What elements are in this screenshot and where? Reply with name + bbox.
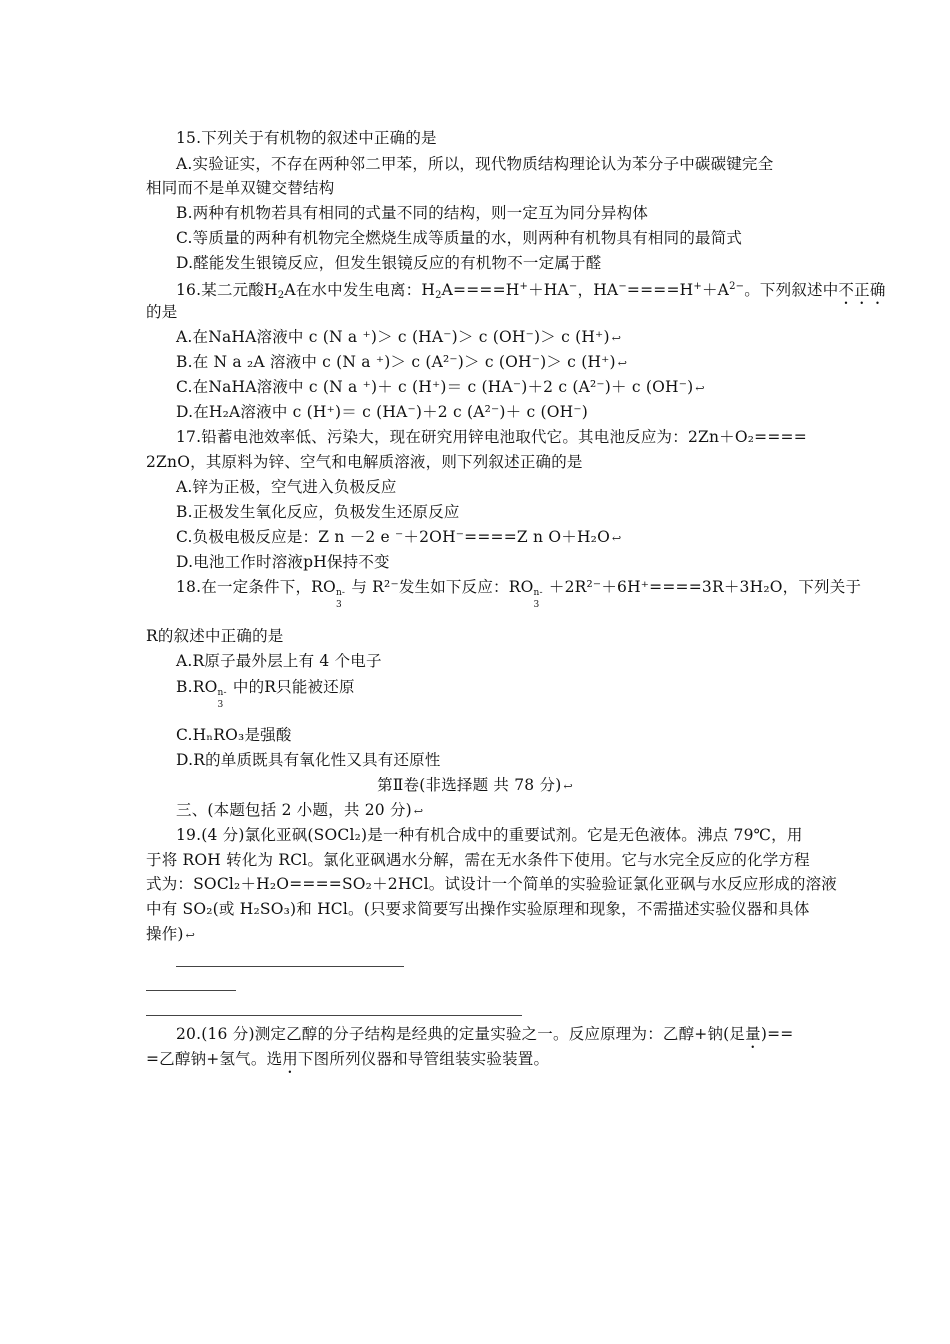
q18-ion-3: B.RO n- 3 — [176, 678, 227, 710]
q20-line2: =乙醇钠+氢气。选用下图所列仪器和导管组装实验装置。 — [146, 1050, 550, 1068]
return-mark-icon: ↩ — [695, 382, 705, 395]
q15-option-a-line2: 相同而不是单双键交替结构 — [146, 179, 335, 197]
q19-line5: 操作) ↩ — [146, 924, 195, 946]
q18-option-d: D.R的单质既具有氧化性又具有还原性 — [176, 751, 441, 769]
q15-option-c: C.等质量的两种有机物完全燃烧生成等质量的水，则两种有机物具有相同的最简式 — [176, 229, 743, 247]
part-three-heading: 三、(本题包括 2 小题，共 20 分) ↩ — [176, 800, 423, 822]
q16-emphasis: 不正确 — [838, 281, 886, 299]
return-mark-icon: ↩ — [611, 332, 622, 345]
section-title: 第Ⅱ卷(非选择题 共 78 分) ↩ — [0, 775, 950, 797]
q17-stem-line2: 2ZnO，其原料为锌、空气和电解质溶液，则下列叙述正确的是 — [146, 453, 583, 471]
q19-line1: 19.(4 分)氯化亚砜(SOCl₂)是一种有机合成中的重要试剂。它是无色液体。沸点 79℃，用 — [176, 826, 803, 844]
q16-stem-line2: 的是 — [146, 303, 178, 321]
return-mark-icon: ↩ — [611, 532, 622, 545]
q19-line2: 于将 ROH 转化为 RCl。氯化亚砜遇水分解，需在无水条件下使用。它与水完全反应的化学方程 — [146, 851, 810, 869]
q15-stem: 15.下列关于有机物的叙述中正确的是 — [176, 129, 437, 147]
q18-option-b: B.RO n- 3 中的R只能被还原 — [176, 678, 355, 710]
q18-ion-2: 与 R²⁻发生如下反应：RO n- 3 — [351, 578, 543, 610]
q16-option-c: C.在NaHA溶液中 c (N a ⁺)＋ c (H⁺)＝ c (HA⁻)＋2 c (A²⁻)＋ c (OH⁻) ↩ — [176, 377, 705, 399]
return-mark-icon: ↩ — [617, 357, 628, 370]
answer-blank-line-2[interactable] — [146, 990, 236, 991]
q19-line4: 中有 SO₂(或 H₂SO₃)和 HCl。(只要求简要写出操作实验原理和现象，不需描述实验仪器和具体 — [146, 900, 810, 918]
q18-option-c: C.HₙRO₃是强酸 — [176, 726, 292, 744]
return-mark-icon: ↩ — [185, 929, 196, 942]
q17-option-b: B.正极发生氧化反应，负极发生还原反应 — [176, 503, 460, 521]
q15-option-b: B.两种有机物若具有相同的式量不同的结构，则一定互为同分异构体 — [176, 204, 649, 222]
return-mark-icon: ↩ — [413, 805, 424, 818]
q17-option-a: A.锌为正极，空气进入负极反应 — [176, 478, 397, 496]
q17-option-d: D.电池工作时溶液pH保持不变 — [176, 553, 390, 571]
q16-option-a: A.在NaHA溶液中 c (N a ⁺)＞ c (HA⁻)＞ c (OH⁻)＞ c (H⁺) ↩ — [176, 327, 621, 349]
q17-stem-line1: 17.铅蓄电池效率低、污染大，现在研究用锌电池取代它。其电池反应为：2Zn＋O₂==== — [176, 428, 807, 446]
q17-option-c: C.负极电极反应是：Z n －2 e ⁻＋2OH⁻====Z n O＋H₂O ↩ — [176, 527, 621, 549]
q19-line3: 式为：SOCl₂＋H₂O====SO₂＋2HCl。试设计一个简单的实验验证氯化亚砜与水反应形成的溶液 — [146, 875, 837, 893]
answer-blank-line-3[interactable] — [146, 1015, 522, 1016]
q18-stem-line2: R的叙述中正确的是 — [146, 627, 284, 645]
answer-blank-line-1[interactable] — [176, 966, 404, 967]
q15-option-d: D.醛能发生银镜反应，但发生银镜反应的有机物不一定属于醛 — [176, 254, 602, 272]
q16-option-d: D.在H₂A溶液中 c (H⁺)＝ c (HA⁻)＋2 c (A²⁻)＋ c (OH⁻) — [176, 403, 588, 421]
q20-line1: 20.(16 分)测定乙醇的分子结构是经典的定量实验之一。反应原理为：乙醇+钠(足量)== — [176, 1025, 794, 1043]
q16-stem-line1: 16.某二元酸$H_2A$在水中发生电离：$H_2A====H^++HA^-$，$HA^-====H^++A^{2-}$。下列叙述中不正确 — [176, 281, 886, 301]
q18-ion-1: 18.在一定条件下，RO n- 3 — [176, 578, 346, 610]
return-mark-icon: ↩ — [563, 780, 573, 793]
q15-option-a-line1: A.实验证实，不存在两种邻二甲苯，所以，现代物质结构理论认为苯分子中碳碳键完全 — [176, 155, 774, 173]
q16-option-b: B.在 N a ₂A 溶液中 c (N a ⁺)＞ c (A²⁻)＞ c (OH⁻)＞ c (H⁺) ↩ — [176, 352, 627, 374]
q18-stem-line1: 18.在一定条件下，RO n- 3 与 R²⁻发生如下反应：RO n- 3 ＋2R²⁻＋6H⁺====3R＋3H₂O，下列关于 — [176, 578, 862, 610]
q18-option-a: A.R原子最外层上有 4 个电子 — [176, 652, 382, 670]
